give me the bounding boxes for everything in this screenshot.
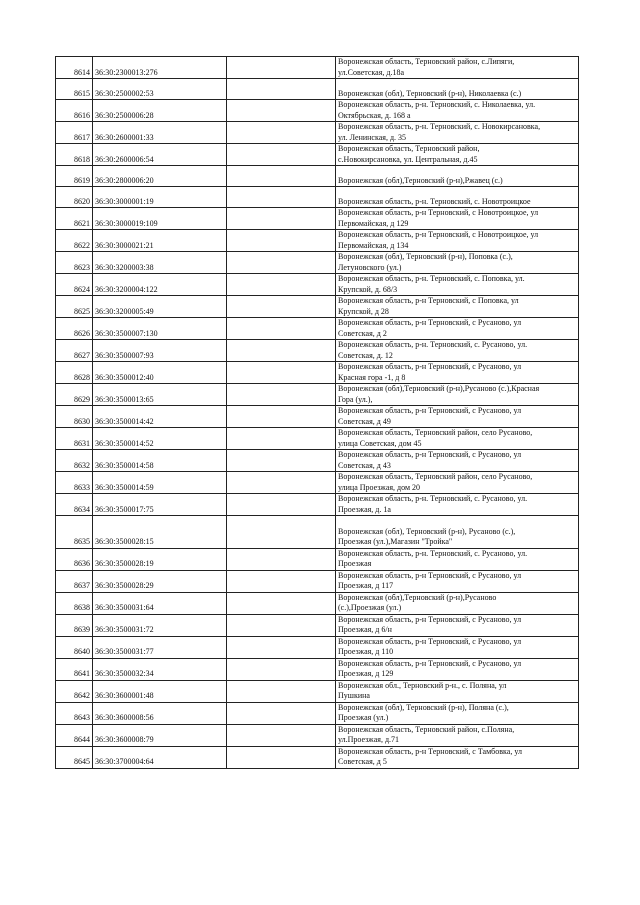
table-row — [56, 680, 579, 702]
empty-cell — [227, 636, 336, 658]
address-cell: Воронежская область, р-н Терновский, с Поповка, ул Крупской, д 28 — [336, 296, 579, 318]
address-cell: Воронежская область, р-н Терновский, с Русаново, ул Проезжая, д 110 — [336, 636, 579, 658]
address-cell: Воронежская (обл), Терновский (р-н), Русаново (с.), Проезжая (ул.),Магазин "Тройка" — [336, 516, 579, 549]
cadastral-number: 36:30:3500032:34 — [93, 658, 227, 680]
cadastral-number: 36:30:3500007:130 — [93, 318, 227, 340]
cadastral-number: 36:30:3500014:52 — [93, 428, 227, 450]
row-number: 8623 — [56, 252, 93, 274]
row-number: 8627 — [56, 340, 93, 362]
table-row — [56, 406, 579, 428]
row-number: 8643 — [56, 702, 93, 724]
empty-cell — [227, 384, 336, 406]
cadastral-number: 36:30:2600001:33 — [93, 122, 227, 144]
empty-cell — [227, 592, 336, 614]
table-row — [56, 428, 579, 450]
table-row — [56, 516, 579, 549]
empty-cell — [227, 187, 336, 208]
empty-cell — [227, 702, 336, 724]
cadastral-number: 36:30:3200005:49 — [93, 296, 227, 318]
address-cell: Воронежская область, Терновский район, село Русаново, улица Проезжая, дом 20 — [336, 472, 579, 494]
empty-cell — [227, 570, 336, 592]
table-row — [56, 296, 579, 318]
table-row — [56, 614, 579, 636]
row-number: 8629 — [56, 384, 93, 406]
empty-cell — [227, 548, 336, 570]
table-row — [56, 362, 579, 384]
table-row — [56, 79, 579, 100]
table-row — [56, 384, 579, 406]
address-cell: Воронежская область, р-н Терновский, с Новотроицкое, ул Первомайская, д 129 — [336, 208, 579, 230]
address-cell: Воронежская обл., Терновский р-н., с. Поляна, ул Пушкина — [336, 680, 579, 702]
row-number: 8640 — [56, 636, 93, 658]
row-number: 8639 — [56, 614, 93, 636]
cadastral-number: 36:30:3500007:93 — [93, 340, 227, 362]
empty-cell — [227, 658, 336, 680]
cadastral-number: 36:30:3700004:64 — [93, 746, 227, 768]
cadastral-number: 36:30:2500006:28 — [93, 100, 227, 122]
row-number: 8633 — [56, 472, 93, 494]
address-cell: Воронежская (обл),Терновский (р-н),Ржавец (с.) — [336, 166, 579, 187]
table-row — [56, 144, 579, 166]
row-number: 8641 — [56, 658, 93, 680]
address-cell: Воронежская область, Терновский район, с.Поляна, ул.Проезжая, д.71 — [336, 724, 579, 746]
address-cell: Воронежская область, Терновский район, село Русаново, улица Советская, дом 45 — [336, 428, 579, 450]
cadastral-number: 36:30:3600001:48 — [93, 680, 227, 702]
cadastral-number: 36:30:3000019:109 — [93, 208, 227, 230]
empty-cell — [227, 318, 336, 340]
empty-cell — [227, 494, 336, 516]
address-cell: Воронежская область, р-н. Терновский, с. Николаевка, ул. Октябрьская, д. 168 а — [336, 100, 579, 122]
address-cell: Воронежская (обл), Терновский (р-н), Поляна (с.), Проезжая (ул.) — [336, 702, 579, 724]
table-row — [56, 494, 579, 516]
table-row — [56, 122, 579, 144]
empty-cell — [227, 428, 336, 450]
cadastral-number: 36:30:2800006:20 — [93, 166, 227, 187]
address-cell: Воронежская область, р-н Терновский, с Тамбовка, ул Советская, д 5 — [336, 746, 579, 768]
cadastral-number: 36:30:3500028:19 — [93, 548, 227, 570]
cadastral-number: 36:30:3500013:65 — [93, 384, 227, 406]
empty-cell — [227, 724, 336, 746]
cadastral-number: 36:30:3000001:19 — [93, 187, 227, 208]
table-row — [56, 340, 579, 362]
row-number: 8625 — [56, 296, 93, 318]
empty-cell — [227, 516, 336, 549]
table-row — [56, 548, 579, 570]
cadastral-number: 36:30:3600008:56 — [93, 702, 227, 724]
address-cell: Воронежская область, р-н. Терновский, с. Русаново, ул. Советская, д. 12 — [336, 340, 579, 362]
empty-cell — [227, 79, 336, 100]
row-number: 8644 — [56, 724, 93, 746]
cadastral-number: 36:30:3000021:21 — [93, 230, 227, 252]
address-cell: Воронежская область, р-н. Терновский, с. Русаново, ул. Проезжая — [336, 548, 579, 570]
empty-cell — [227, 746, 336, 768]
cadastral-number: 36:30:3500031:77 — [93, 636, 227, 658]
table-row — [56, 702, 579, 724]
address-cell: Воронежская (обл), Терновский (р-н), Николаевка (с.) — [336, 79, 579, 100]
table-row — [56, 450, 579, 472]
address-cell: Воронежская (обл),Терновский (р-н),Русаново (с.),Проезжая (ул.) — [336, 592, 579, 614]
empty-cell — [227, 230, 336, 252]
address-cell: Воронежская область, р-н. Терновский, с. Поповка, ул. Крупской, д. 68/3 — [336, 274, 579, 296]
table-row — [56, 318, 579, 340]
row-number: 8632 — [56, 450, 93, 472]
row-number: 8628 — [56, 362, 93, 384]
row-number: 8645 — [56, 746, 93, 768]
row-number: 8617 — [56, 122, 93, 144]
table-row — [56, 274, 579, 296]
table-row — [56, 592, 579, 614]
address-cell: Воронежская область, Терновский район, с.Липяги, ул.Советская, д.18а — [336, 57, 579, 79]
table-row — [56, 570, 579, 592]
address-cell: Воронежская область, р-н. Терновский, с. Русаново, ул. Проезжая, д. 1а — [336, 494, 579, 516]
empty-cell — [227, 362, 336, 384]
cadastral-number: 36:30:2500002:53 — [93, 79, 227, 100]
row-number: 8635 — [56, 516, 93, 549]
empty-cell — [227, 208, 336, 230]
empty-cell — [227, 680, 336, 702]
table-row — [56, 166, 579, 187]
row-number: 8619 — [56, 166, 93, 187]
row-number: 8616 — [56, 100, 93, 122]
address-cell: Воронежская область, р-н Терновский, с Русаново, ул Красная гора -1, д 8 — [336, 362, 579, 384]
registry-table-body — [56, 57, 579, 769]
table-row — [56, 724, 579, 746]
empty-cell — [227, 122, 336, 144]
table-row — [56, 636, 579, 658]
cadastral-number: 36:30:3500028:29 — [93, 570, 227, 592]
cadastral-number: 36:30:2300013:276 — [93, 57, 227, 79]
address-cell: Воронежская область, р-н Терновский, с Русаново, ул Советская, д 2 — [336, 318, 579, 340]
row-number: 8642 — [56, 680, 93, 702]
table-row — [56, 472, 579, 494]
empty-cell — [227, 57, 336, 79]
address-cell: Воронежская область, р-н Терновский, с Русаново, ул Проезжая, д 6/н — [336, 614, 579, 636]
empty-cell — [227, 614, 336, 636]
row-number: 8622 — [56, 230, 93, 252]
cadastral-number: 36:30:3500031:72 — [93, 614, 227, 636]
cadastral-number: 36:30:3500028:15 — [93, 516, 227, 549]
row-number: 8614 — [56, 57, 93, 79]
address-cell: Воронежская область, р-н. Терновский, с. Новотроицкое — [336, 187, 579, 208]
row-number: 8621 — [56, 208, 93, 230]
empty-cell — [227, 340, 336, 362]
row-number: 8634 — [56, 494, 93, 516]
cadastral-number: 36:30:3600008:79 — [93, 724, 227, 746]
table-row — [56, 100, 579, 122]
cadastral-number: 36:30:3500014:58 — [93, 450, 227, 472]
empty-cell — [227, 274, 336, 296]
table-row — [56, 208, 579, 230]
row-number: 8631 — [56, 428, 93, 450]
address-cell: Воронежская область, р-н Терновский, с Новотроицкое, ул Первомайская, д 134 — [336, 230, 579, 252]
table-row — [56, 57, 579, 79]
address-cell: Воронежская область, р-н Терновский, с Русаново, ул Проезжая, д 117 — [336, 570, 579, 592]
row-number: 8636 — [56, 548, 93, 570]
cadastral-number: 36:30:2600006:54 — [93, 144, 227, 166]
row-number: 8626 — [56, 318, 93, 340]
row-number: 8637 — [56, 570, 93, 592]
row-number: 8618 — [56, 144, 93, 166]
row-number: 8624 — [56, 274, 93, 296]
registry-table — [55, 56, 579, 769]
cadastral-number: 36:30:3500014:59 — [93, 472, 227, 494]
cadastral-number: 36:30:3200004:122 — [93, 274, 227, 296]
table-row — [56, 187, 579, 208]
cadastral-number: 36:30:3500014:42 — [93, 406, 227, 428]
address-cell: Воронежская (обл),Терновский (р-н),Русаново (с.),Красная Гора (ул.), — [336, 384, 579, 406]
address-cell: Воронежская область, р-н Терновский, с Русаново, ул Советская, д 49 — [336, 406, 579, 428]
address-cell: Воронежская область, р-н Терновский, с Русаново, ул Советская, д 43 — [336, 450, 579, 472]
address-cell: Воронежская область, р-н Терновский, с Русаново, ул Проезжая, д 129 — [336, 658, 579, 680]
empty-cell — [227, 450, 336, 472]
address-cell: Воронежская область, Терновский район, с.Новокирсановка, ул. Центральная, д.45 — [336, 144, 579, 166]
empty-cell — [227, 144, 336, 166]
address-cell: Воронежская область, р-н. Терновский, с. Новокирсановка, ул. Ленинская, д. 35 — [336, 122, 579, 144]
table-row — [56, 252, 579, 274]
address-cell: Воронежская (обл), Терновский (р-н), Поповка (с.), Летуновского (ул.) — [336, 252, 579, 274]
empty-cell — [227, 472, 336, 494]
row-number: 8615 — [56, 79, 93, 100]
empty-cell — [227, 252, 336, 274]
empty-cell — [227, 406, 336, 428]
table-row — [56, 658, 579, 680]
empty-cell — [227, 296, 336, 318]
table-row — [56, 230, 579, 252]
empty-cell — [227, 166, 336, 187]
row-number: 8630 — [56, 406, 93, 428]
cadastral-number: 36:30:3500017:75 — [93, 494, 227, 516]
cadastral-number: 36:30:3500012:40 — [93, 362, 227, 384]
cadastral-number: 36:30:3200003:38 — [93, 252, 227, 274]
row-number: 8620 — [56, 187, 93, 208]
cadastral-number: 36:30:3500031:64 — [93, 592, 227, 614]
table-row — [56, 746, 579, 768]
row-number: 8638 — [56, 592, 93, 614]
empty-cell — [227, 100, 336, 122]
